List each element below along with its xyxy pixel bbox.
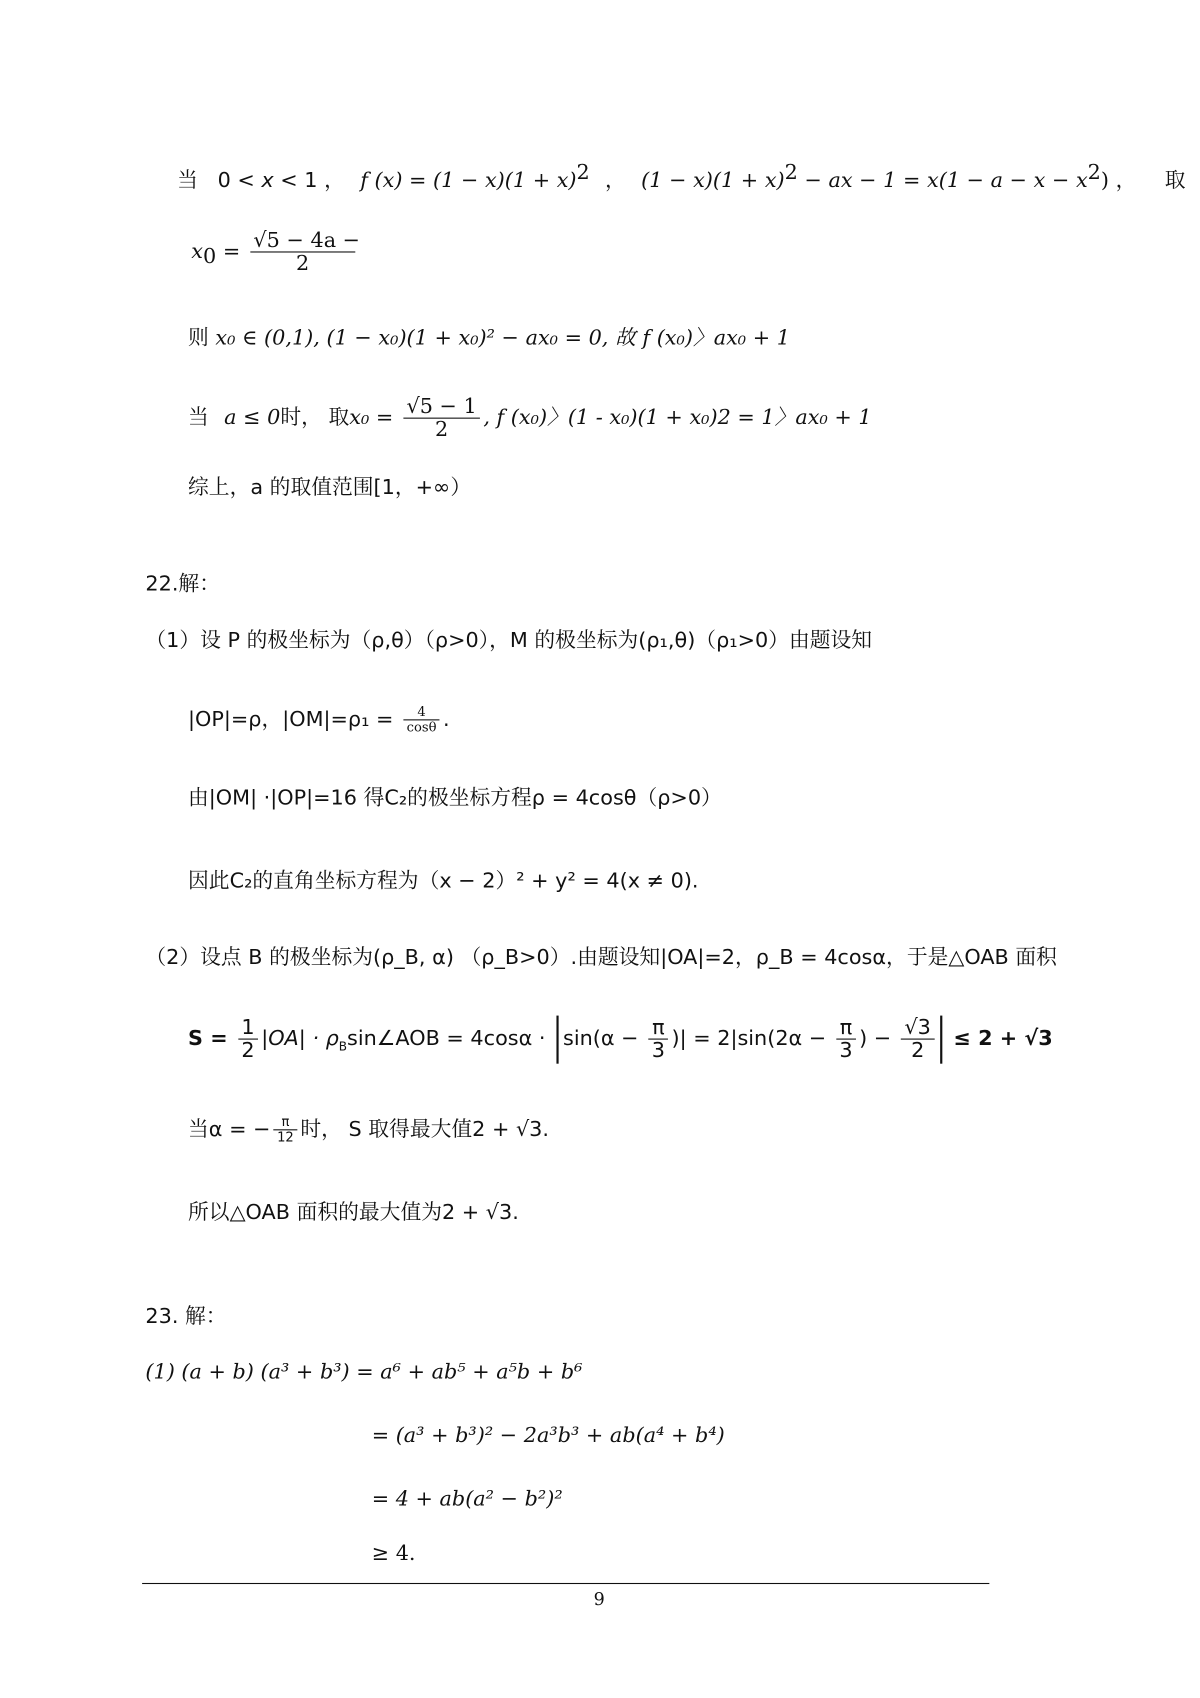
text: 0 < (217, 168, 262, 193)
math-expr: x₀ ∈ (0,1), (1 − x₀)(1 + x₀)² − ax₀ = 0, 故 (208, 325, 636, 350)
question-22-heading: 22.解： (145, 571, 220, 596)
math-sup: 2 (1087, 160, 1101, 185)
fraction (274, 1115, 297, 1145)
fraction-numerator: π (836, 1017, 856, 1040)
math-expr: (1 − x)(1 + x) (641, 168, 785, 193)
text: < 1 ， (273, 168, 345, 193)
fraction-numerator: √3 (901, 1017, 934, 1040)
math-sup: 2 (576, 160, 590, 185)
math-sup: 2 (784, 160, 798, 185)
fraction-denominator: 2 (241, 1038, 255, 1063)
text: 当 (188, 405, 209, 430)
line-case-a-le-0 (188, 396, 872, 441)
q23-step-3: = 4 + ab(a² − b²)² (371, 1486, 563, 1511)
fraction-denominator: 3 (839, 1038, 853, 1063)
line-x0-in (188, 325, 790, 351)
text: 当α = − (188, 1117, 271, 1142)
fraction (901, 1017, 934, 1062)
fraction-numerator: π (648, 1017, 668, 1040)
abs-bar-right (940, 1015, 942, 1063)
math-expr: |OA| · ρ (261, 1026, 339, 1051)
q23-step-1: (1) (a + b) (a³ + b³) = a⁶ + ab⁵ + a⁵b + b⁶ (145, 1359, 583, 1384)
math-fx: f (x) = (1 − x)(1 + x) (360, 168, 577, 193)
question-23-heading: 23. 解： (145, 1304, 227, 1329)
math-expr: ) − (859, 1026, 898, 1051)
fraction-numerator: 4 (403, 705, 439, 720)
math-expr: ≤ 2 + √3 (946, 1026, 1053, 1051)
q23-step-2: = (a³ + b³)² − 2a³b³ + ab(a⁴ + b⁴) (371, 1423, 725, 1448)
text: 取 (1164, 168, 1186, 193)
math-var: x (191, 239, 204, 264)
text: 时， (280, 405, 322, 430)
q22-c2-rect: 因此C₂的直角坐标方程为（x − 2）² + y² = 4(x ≠ 0). (188, 869, 699, 894)
math-sub: 0 (203, 244, 217, 269)
math-expr: sin∠AOB = 4cosα · (347, 1026, 553, 1051)
q22-part2-statement: （2）设点 B 的极坐标为(ρ_B, α) （ρ_B>0）.由题设知|OA|=2，ρ_B = 4cosα，于是△OAB 面积 (145, 945, 1057, 970)
text: 当 (177, 168, 198, 193)
fraction-denominator: cosθ (406, 719, 437, 735)
fraction (648, 1017, 668, 1062)
math-expr: a ≤ 0 (224, 405, 281, 430)
abs-bar-left (556, 1015, 558, 1063)
fraction-numerator: 1 (238, 1017, 258, 1040)
math-expr: sin(α − (563, 1026, 646, 1051)
footer-rule (142, 1583, 989, 1584)
line-case-0-x-1 (177, 160, 1186, 193)
q22-conclusion: 所以△OAB 面积的最大值为2 + √3. (188, 1200, 519, 1225)
math-expr: x₀ = (349, 405, 400, 430)
text: . (443, 707, 450, 732)
math-eq: = (216, 239, 247, 264)
text: ， (605, 168, 626, 193)
q23-step-4: ≥ 4. (371, 1541, 416, 1566)
math-expr: − ax − 1 = x(1 − a − x − x (797, 168, 1088, 193)
math-var: x (261, 168, 274, 193)
fraction-denominator: 2 (911, 1038, 925, 1063)
text: 取 (328, 405, 350, 430)
fraction (836, 1017, 856, 1062)
fraction-denominator: 2 (434, 417, 449, 442)
fraction-denominator: 3 (651, 1038, 665, 1063)
fraction (403, 396, 480, 441)
fraction-numerator: π (274, 1115, 297, 1130)
fraction (250, 228, 361, 276)
fraction-numerator: √5 − 4a − (250, 230, 355, 253)
line-x0-def (191, 228, 361, 276)
q22-c2-polar: 由|OM| ·|OP|=16 得C₂的极坐标方程ρ = 4cosθ（ρ>0） (188, 786, 722, 811)
math-sub: B (338, 1039, 348, 1054)
text: |OP|=ρ，|OM|=ρ₁ = (188, 707, 401, 732)
math-expr: ) ， (1100, 168, 1137, 193)
math-expr: , f (x₀)〉(1 - x₀)(1 + x₀)2 = 1〉ax₀ + 1 (483, 405, 872, 430)
q22-op-om (188, 705, 450, 735)
fraction-numerator: √5 − 1 (403, 396, 480, 419)
q22-part1-statement: （1）设 P 的极坐标为（ρ,θ）（ρ>0），M 的极坐标为(ρ₁,θ)（ρ₁>0）由题设知 (145, 628, 873, 653)
line-summary: 综上，a 的取值范围[1，+∞） (188, 475, 472, 500)
fraction (238, 1017, 258, 1062)
q22-max-at (188, 1115, 549, 1145)
fraction-denominator: 12 (277, 1129, 294, 1145)
fraction-denominator: 2 (296, 251, 310, 276)
math-expr: f (x₀)〉ax₀ + 1 (635, 325, 790, 350)
q22-area-formula (188, 1012, 1053, 1064)
page-number: 9 (593, 1588, 605, 1610)
math-expr: )| = 2|sin(2α − (671, 1026, 833, 1051)
math-expr: S = (188, 1026, 235, 1051)
fraction (403, 705, 439, 735)
text: 时， S 取得最大值2 + √3. (300, 1117, 550, 1142)
text: 则 (188, 325, 209, 350)
